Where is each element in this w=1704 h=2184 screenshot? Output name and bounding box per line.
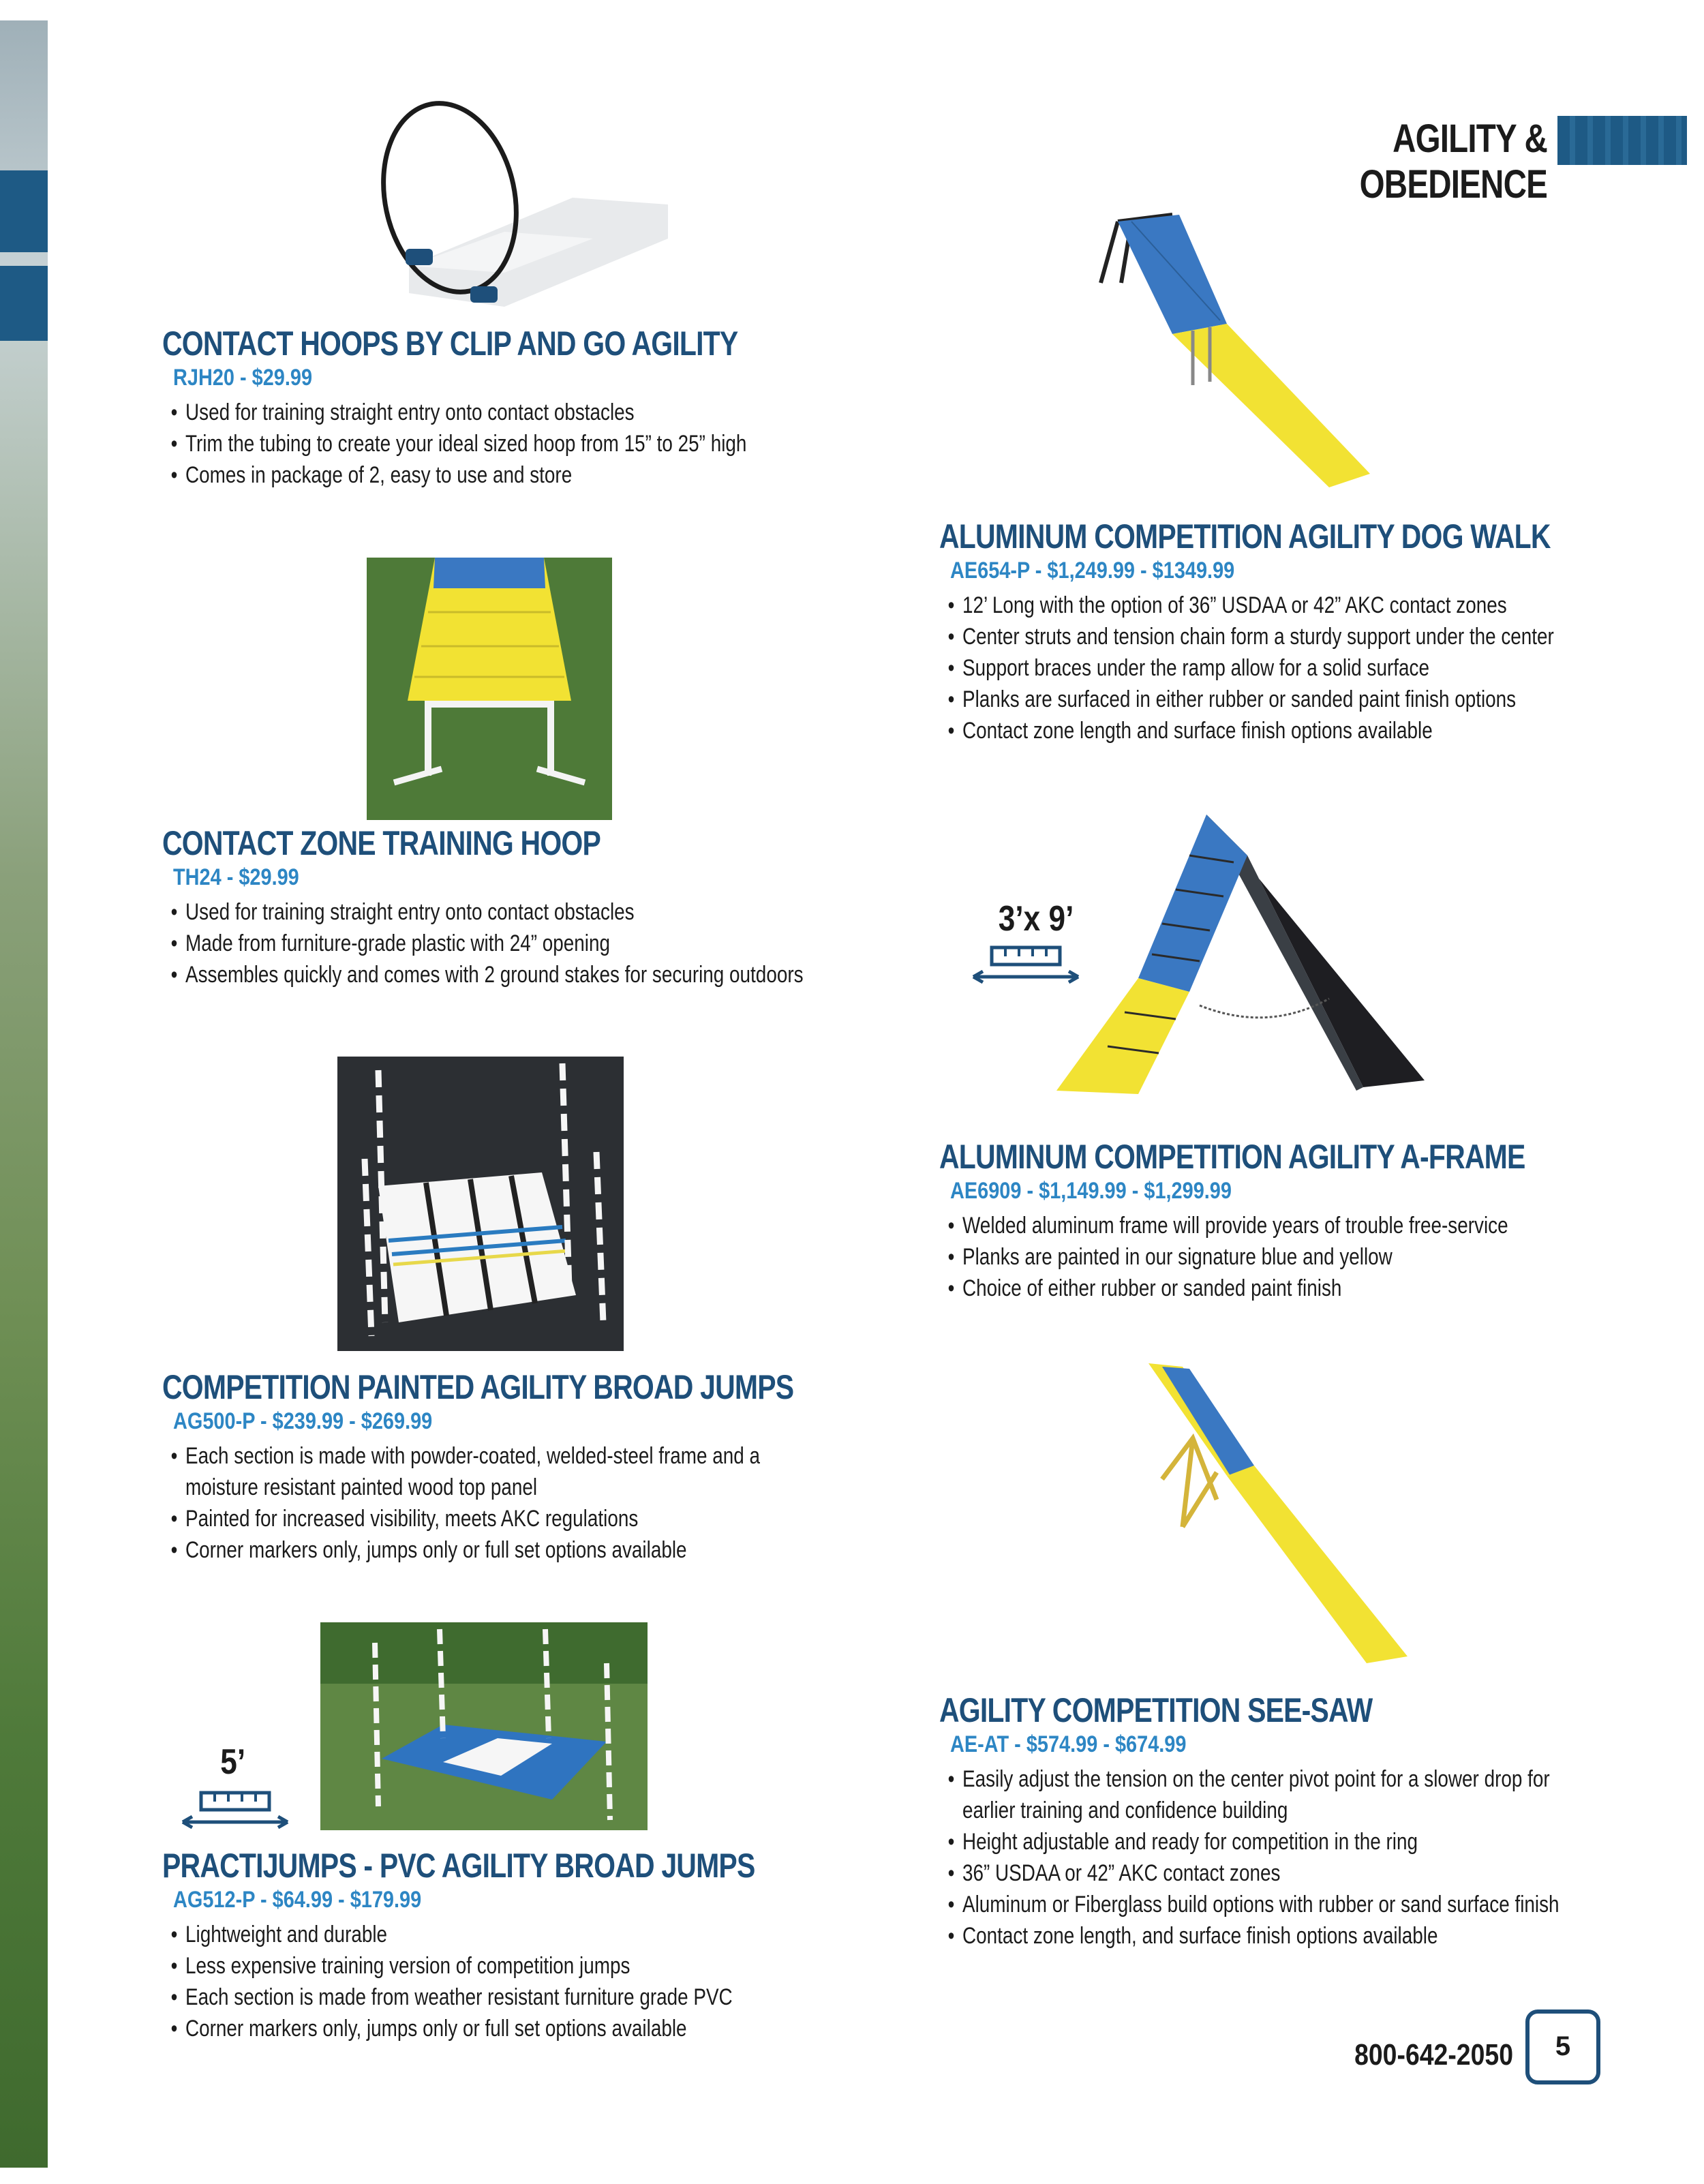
ruler-icon: [177, 1789, 293, 1834]
feature-item: • Trim the tubing to create your ideal sized hoop from 15” to 25” high: [170, 431, 747, 457]
product-title: COMPETITION PAINTED AGILITY BROAD JUMPS: [162, 1368, 794, 1406]
side-photo-strip: [0, 20, 48, 2168]
feature-item: • Planks are surfaced in either rubber or sanded paint finish options: [947, 686, 1517, 712]
side-tab-upper: [0, 170, 48, 252]
product-title: ALUMINUM COMPETITION AGILITY DOG WALK: [939, 517, 1551, 556]
product-sku-price: AE6909 - $1,149.99 - $1,299.99: [950, 1178, 1232, 1204]
product-title: CONTACT HOOPS BY CLIP AND GO AGILITY: [162, 324, 738, 363]
feature-list: [939, 1763, 1690, 1952]
footer-phone-number: 800-642-2050: [1354, 2038, 1513, 2072]
a-frame-dimension-label: 3’x 9’: [998, 899, 1074, 939]
feature-list: [162, 1919, 885, 2044]
feature-item: • Each section is made with powder-coated, welded-steel frame and a: [170, 1443, 761, 1469]
feature-item: • Center struts and tension chain form a sturdy support under the center: [947, 624, 1554, 650]
product-sku-price: RJH20 - $29.99: [173, 365, 313, 391]
product-sku-price: AG512-P - $64.99 - $179.99: [173, 1887, 422, 1913]
painted-broad-jumps-image: [337, 1057, 624, 1351]
feature-item: • Comes in package of 2, easy to use and store: [170, 462, 573, 488]
contact-zone-hoop-image: [367, 558, 612, 820]
page-number: 5: [1525, 2009, 1600, 2084]
product-practijumps: [162, 1846, 885, 2044]
product-sku-price: AE-AT - $574.99 - $674.99: [950, 1731, 1187, 1757]
product-a-frame: [939, 1137, 1654, 1304]
feature-item: • Height adjustable and ready for competition in the ring: [947, 1829, 1418, 1855]
feature-item: • 36” USDAA or 42” AKC contact zones: [947, 1860, 1281, 1886]
feature-item: • Assembles quickly and comes with 2 ground stakes for securing outdoors: [170, 962, 804, 988]
feature-item: • Welded aluminum frame will provide years of trouble free-service: [947, 1213, 1508, 1239]
product-title: AGILITY COMPETITION SEE-SAW: [939, 1691, 1373, 1729]
feature-item: • Support braces under the ramp allow for a solid surface: [947, 655, 1429, 681]
feature-list: [939, 590, 1685, 746]
product-sku-price: AE654-P - $1,249.99 - $1349.99: [950, 558, 1235, 583]
product-sku-price: AG500-P - $239.99 - $269.99: [173, 1408, 433, 1434]
feature-item: • Used for training straight entry onto contact obstacles: [170, 399, 635, 425]
side-tab-lower: [0, 266, 48, 341]
product-title: PRACTIJUMPS - PVC AGILITY BROAD JUMPS: [162, 1847, 755, 1885]
product-sku-price: TH24 - $29.99: [173, 864, 299, 890]
product-contact-hoops: [162, 324, 870, 491]
feature-list: [162, 1440, 932, 1566]
feature-item: • Each section is made from weather resistant furniture grade PVC: [170, 1984, 733, 2010]
feature-item: • Lightweight and durable: [170, 1922, 388, 1947]
feature-item-continued: earlier training and confidence building: [962, 1798, 1288, 1823]
practijumps-image: [320, 1622, 648, 1830]
feature-item: • Painted for increased visibility, meets AKC regulations: [170, 1506, 639, 1532]
product-contact-zone-hoop: [162, 823, 939, 990]
dog-walk-image: [1091, 208, 1390, 494]
product-title: CONTACT ZONE TRAINING HOOP: [162, 824, 601, 862]
product-title: ALUMINUM COMPETITION AGILITY A-FRAME: [939, 1138, 1525, 1176]
section-title-bar: [1557, 116, 1687, 165]
feature-item-continued: moisture resistant painted wood top panel: [185, 1474, 538, 1500]
feature-list: [939, 1210, 1654, 1304]
feature-item: • Less expensive training version of competition jumps: [170, 1953, 630, 1979]
feature-item: • 12’ Long with the option of 36” USDAA or 42” AKC contact zones: [947, 592, 1507, 618]
feature-item: • Aluminum or Fiberglass build options with rubber or sand surface finish: [947, 1892, 1560, 1917]
feature-item: • Choice of either rubber or sanded paint finish: [947, 1275, 1342, 1301]
contact-hoops-image: [368, 95, 668, 327]
feature-list: [162, 896, 939, 990]
section-title: AGILITY & OBEDIENCE: [1359, 117, 1547, 207]
product-dog-walk: [939, 517, 1685, 746]
product-painted-broad-jumps: [162, 1367, 932, 1566]
product-see-saw: [939, 1690, 1690, 1952]
a-frame-image: [1043, 815, 1479, 1108]
practijumps-dimension-label: 5’: [220, 1742, 246, 1782]
see-saw-image: [1135, 1363, 1421, 1670]
feature-item: • Corner markers only, jumps only or full set options available: [170, 1537, 687, 1563]
feature-item: • Planks are painted in our signature blue and yellow: [947, 1244, 1393, 1270]
feature-item: • Contact zone length, and surface finish options available: [947, 1923, 1438, 1949]
feature-item: • Used for training straight entry onto contact obstacles: [170, 899, 635, 925]
feature-item: • Contact zone length and surface finish options available: [947, 718, 1433, 744]
feature-item: • Made from furniture-grade plastic with 24” opening: [170, 930, 610, 956]
feature-list: [162, 397, 870, 491]
feature-item: • Corner markers only, jumps only or full set options available: [170, 2016, 687, 2042]
feature-item: • Easily adjust the tension on the center pivot point for a slower drop for: [947, 1766, 1550, 1792]
